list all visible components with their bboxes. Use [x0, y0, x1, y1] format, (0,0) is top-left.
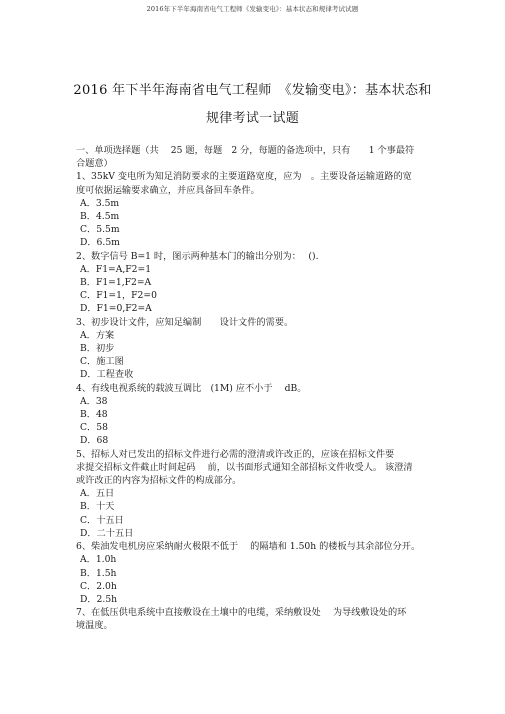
answer-option: C．2.0h — [80, 580, 117, 592]
question-2 — [76, 250, 436, 316]
section-intro-line2: 合题意） — [76, 158, 113, 170]
answer-option: C．施工图 — [80, 356, 124, 368]
answer-option: C．58 — [80, 422, 108, 434]
answer-option: D．68 — [80, 435, 109, 447]
answer-option: D．6.5m — [80, 237, 120, 249]
question-1 — [76, 170, 436, 249]
answer-option: B．十天 — [80, 501, 115, 513]
question-text: 5、招标人对已发出的招标文件进行必需的澄清或许改正的，应该在招标文件要 — [76, 448, 395, 460]
answer-option: B．1.5h — [80, 567, 117, 579]
question-text: 度可依据运输要求确立，并应具备回车条件。 — [76, 184, 260, 196]
answer-option: D．F1=0,F2=A — [80, 303, 152, 315]
question-5 — [76, 448, 436, 540]
answer-option: B．初步 — [80, 343, 115, 355]
question-text: 1、35kV 变电所为知足消防要求的主要道路宽度，应为 。主要设备运输道路的宽 — [76, 171, 412, 183]
question-3 — [76, 316, 436, 382]
answer-option: B．F1=1,F2=A — [80, 277, 152, 289]
question-text: 求提交招标文件截止时间起码 前，以书面形式通知全部招标文件收受人。 该澄清 — [76, 461, 413, 473]
question-text: 4、有线电视系统的载波互调比 (1M) 应不小于 dB。 — [76, 382, 307, 394]
answer-option: A．F1=A,F2=1 — [80, 263, 152, 275]
question-text: 7、在低压供电系统中直接敷设在土壤中的电缆，采纳敷设处 为导线敷设处的环 — [76, 607, 407, 619]
question-text: 2、数字信号 B=1 时，图示两种基本门的输出分别为： (). — [76, 250, 319, 262]
answer-option: A．38 — [80, 395, 108, 407]
document-title-line1: 2016 年下半年海南省电气工程师 《发输变电》：基本状态和 — [73, 83, 432, 98]
answer-option: D．二十五日 — [80, 527, 134, 539]
section-intro-line1: 一、单项选择题（共 25 题，每题 2 分，每题的备选项中，只有 1 个事最符 — [76, 145, 415, 156]
answer-option: A．五日 — [80, 488, 115, 500]
question-6 — [76, 540, 436, 606]
answer-option: C．十五日 — [80, 514, 124, 526]
question-text: 境温度。 — [76, 620, 113, 632]
page-header: 2016年下半年海南省电气工程师《发输变电》：基本状态和规律考试试题 — [146, 5, 359, 13]
answer-option: A．3.5m — [80, 197, 120, 209]
answer-option: C．5.5m — [80, 224, 120, 236]
question-text: 或许改正的内容为招标文件的构成部分。 — [76, 475, 242, 487]
answer-option: D．工程查收 — [80, 369, 134, 381]
question-text: 6、柴油发电机房应采纳耐火极限不低于 的隔墙和 1.50h 的楼板与其余部位分开。 — [76, 541, 421, 553]
answer-option: B．48 — [80, 409, 108, 421]
answer-option: A．方案 — [80, 329, 115, 341]
question-4 — [76, 382, 436, 448]
document-title-line2: 规律考试一试题 — [205, 111, 300, 126]
answer-option: B．4.5m — [80, 211, 120, 223]
question-list — [76, 144, 436, 633]
answer-option: C．F1=1，F2=0 — [80, 290, 157, 302]
question-7 — [76, 606, 436, 632]
answer-option: D．2.5h — [80, 593, 118, 605]
question-text: 3、初步设计文件，应知足编制 设计文件的需要。 — [76, 316, 294, 328]
answer-option: A．1.0h — [80, 554, 117, 566]
